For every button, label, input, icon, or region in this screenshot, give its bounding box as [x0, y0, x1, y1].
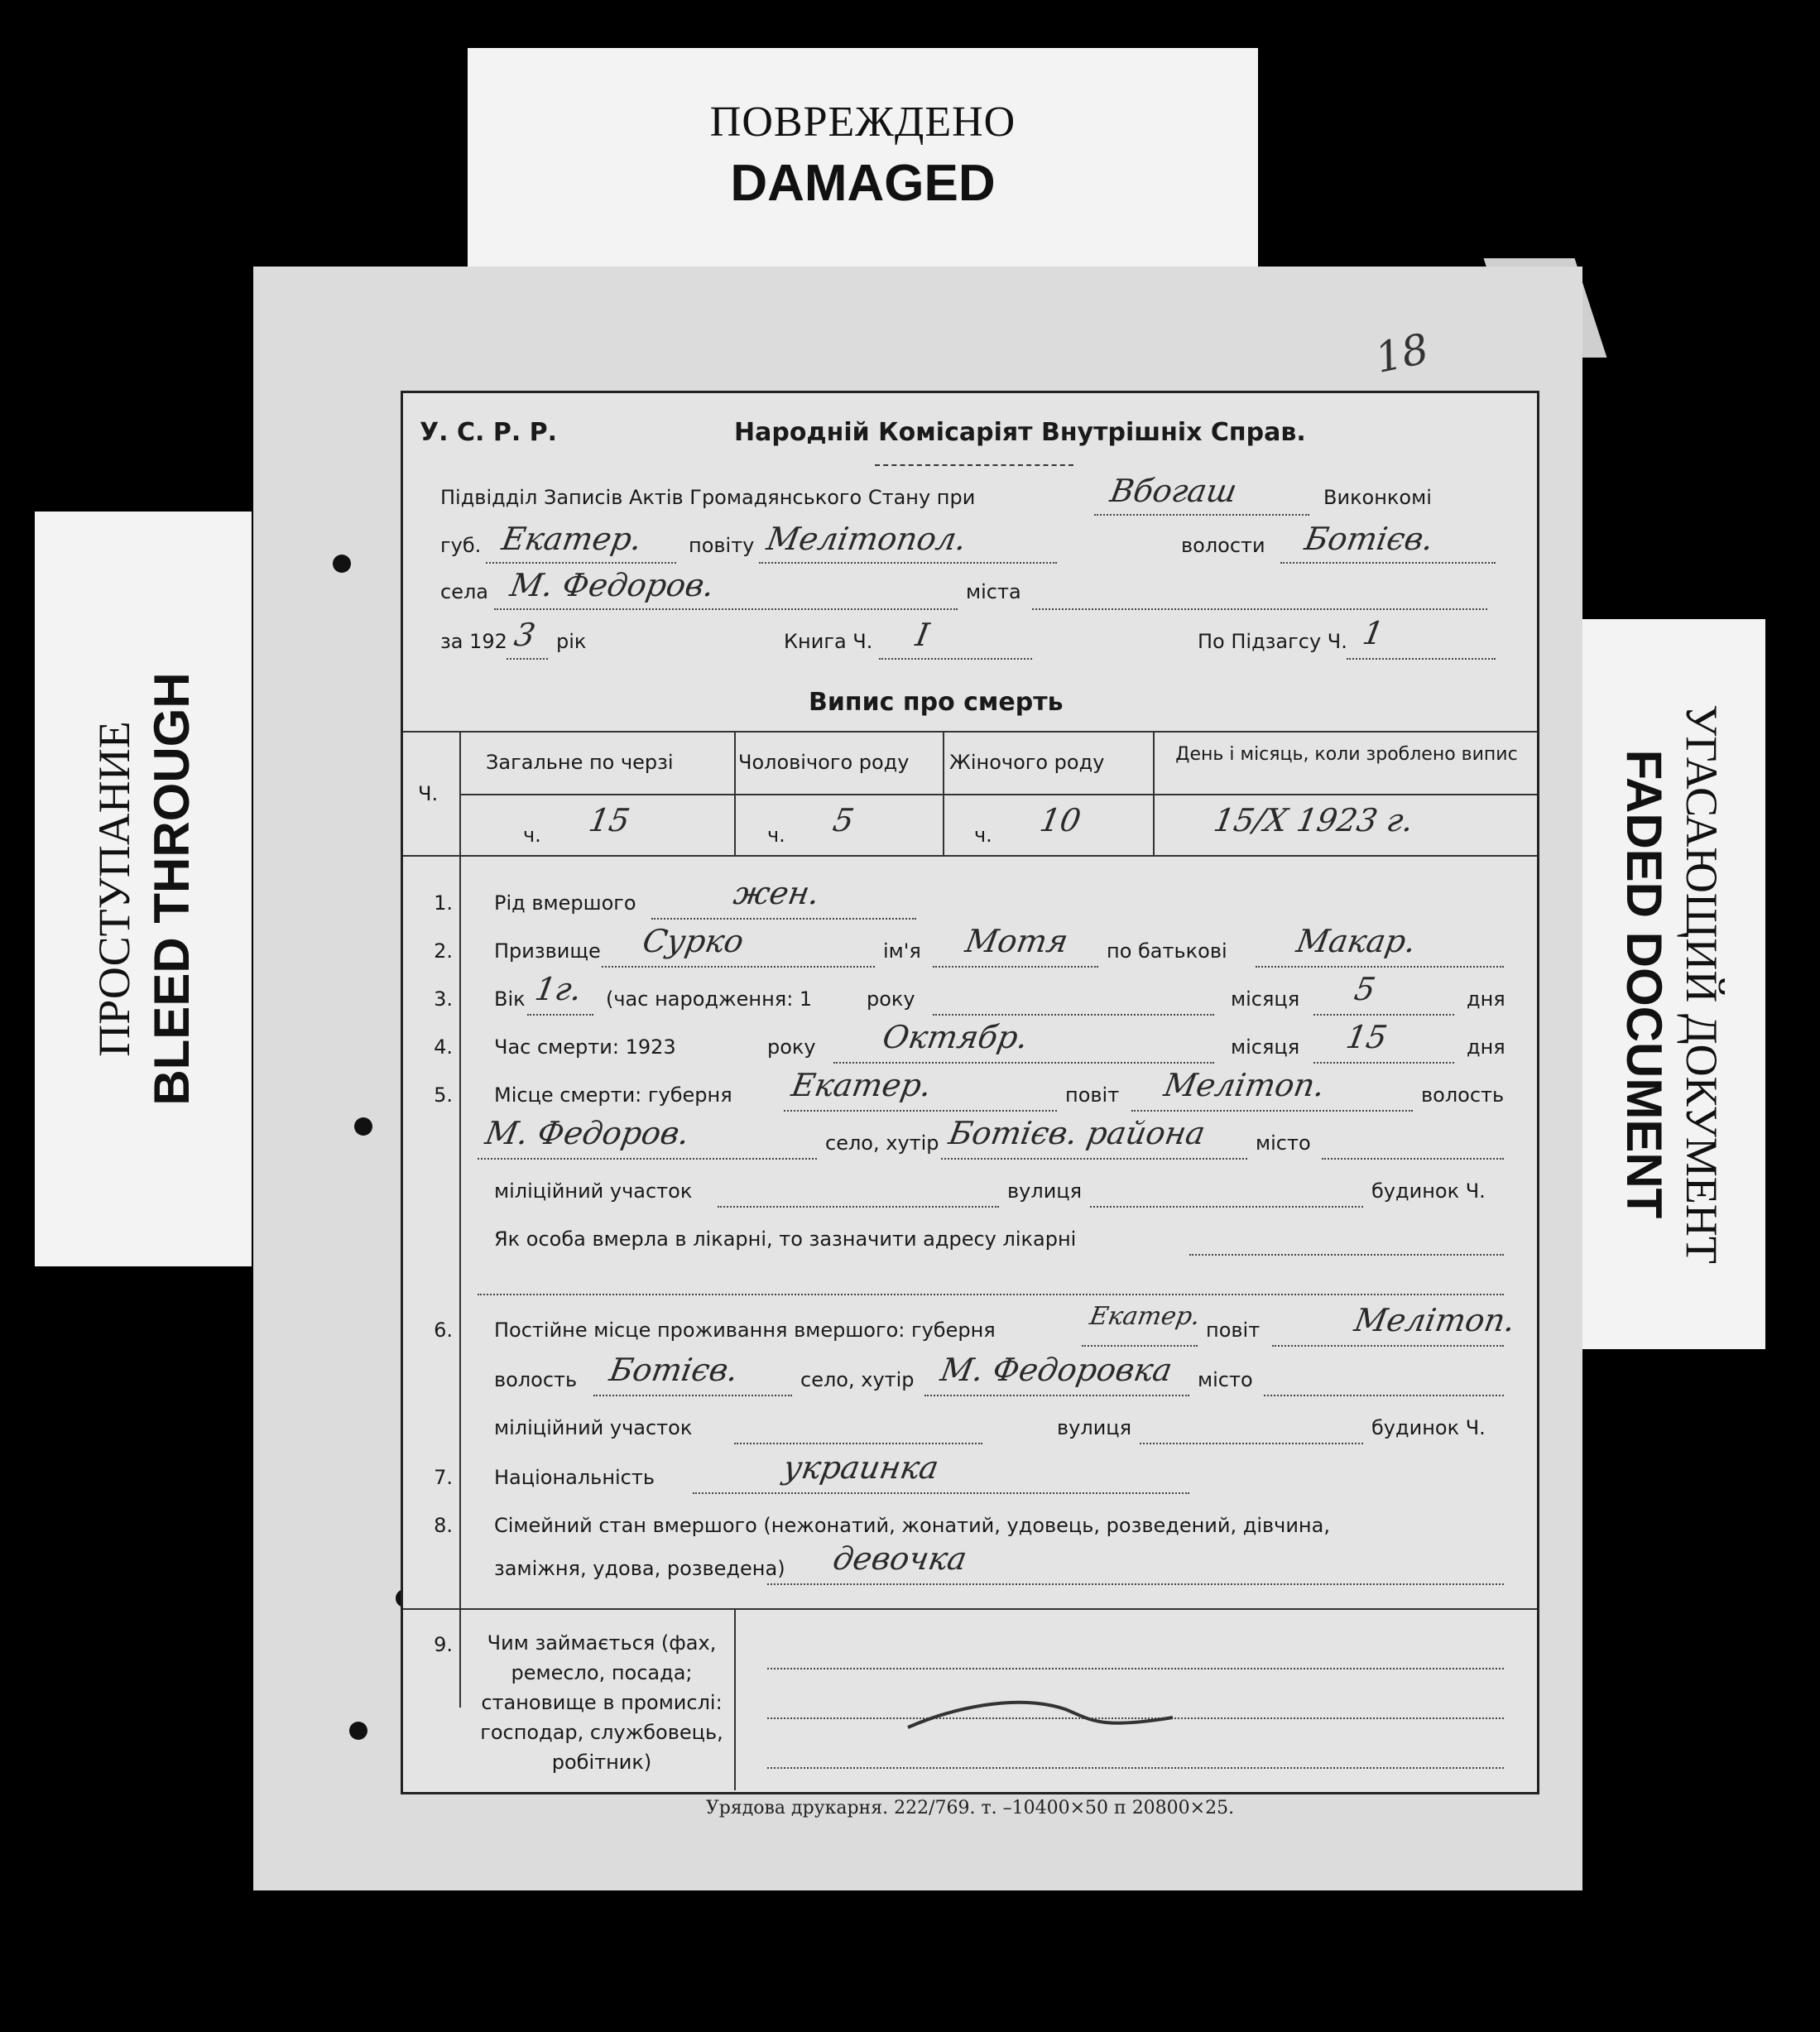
gub-line	[486, 562, 676, 564]
place-selo-value: Ботієв. района	[946, 1115, 1208, 1151]
street-label: вулиця	[1007, 1179, 1083, 1203]
marital-label: Сімейний стан вмершого (нежонатий, жонатий, удовець, розведений, дівчина,	[494, 1514, 1330, 1537]
sela-value: М. Федоров.	[507, 567, 718, 603]
bleed-through-label-en: BLEED THROUGH	[144, 672, 199, 1106]
death-day-line	[1313, 1062, 1454, 1064]
subgroup-value: 1	[1360, 615, 1387, 651]
row-number: 7.	[434, 1466, 453, 1489]
place-gub-line	[784, 1110, 1057, 1112]
death-month-label: місяця	[1231, 1035, 1300, 1059]
table-col-divider	[734, 731, 736, 855]
row-number: 8.	[434, 1514, 453, 1537]
patronymic-value: Макар.	[1294, 923, 1419, 959]
gub-label: губ.	[440, 534, 482, 557]
death-month-value: Октябр.	[880, 1019, 1031, 1055]
count-ch-label: Ч.	[418, 782, 439, 805]
faded-document-label-card	[1579, 619, 1765, 1349]
marital-line	[767, 1583, 1504, 1585]
bleed-through-label-ru: ПРОСТУПАНИЕ	[89, 721, 139, 1057]
year-value: 3	[511, 617, 539, 653]
residence-gub-line	[1082, 1345, 1198, 1347]
age-label: Вік	[494, 987, 526, 1011]
count-male-value: 5	[830, 802, 857, 838]
occupation-top-rule	[403, 1608, 1537, 1610]
police-label: міліційний участок	[494, 1179, 693, 1203]
count-prefix: ч.	[523, 824, 541, 847]
residence-povit-value: Мелітоп.	[1352, 1302, 1519, 1338]
residence-volost-value: Ботієв.	[607, 1352, 742, 1388]
row-number: 1.	[434, 891, 453, 915]
book-line	[879, 658, 1032, 660]
street2-line	[1140, 1443, 1363, 1444]
row-number: 9.	[434, 1633, 453, 1656]
place-label: Місце смерти: губерня	[494, 1083, 732, 1107]
patronymic-label: по батькові	[1107, 939, 1227, 963]
print-footer: Урядова друкарня. 222/769. т. –10400×50 п 20800×25.	[705, 1798, 1235, 1818]
count-header-date: День і місяць, коли зроблено випис	[1175, 744, 1518, 765]
residence-label: Постійне місце проживання вмершого: губерня	[494, 1319, 996, 1342]
count-total-value: 15	[586, 802, 633, 838]
damaged-label-ru: ПОВРЕЖДЕНО	[709, 98, 1016, 146]
place-povit-label: повіт	[1065, 1083, 1120, 1107]
mista-label: міста	[966, 580, 1021, 603]
state-abbreviation: У. С. Р. Р.	[420, 418, 558, 447]
name-line	[933, 966, 1098, 968]
surname-label: Призвище	[494, 939, 601, 963]
residence-misto-line	[1264, 1395, 1504, 1396]
nationality-value: украинка	[780, 1449, 942, 1486]
marital-value: девочка	[830, 1540, 970, 1577]
residence-volost-label: волость	[494, 1368, 578, 1391]
volost-value: Ботієв.	[1302, 521, 1437, 557]
street-line	[1090, 1206, 1363, 1208]
place-misto-label: місто	[1256, 1131, 1311, 1155]
table-col-divider	[459, 731, 461, 855]
residence-misto-label: місто	[1198, 1368, 1253, 1391]
povit-line	[759, 562, 1057, 564]
surname-value: Сурко	[640, 923, 747, 959]
residence-povit-label: повіт	[1206, 1319, 1261, 1342]
count-header-total: Загальне по черзі	[486, 751, 674, 774]
mista-line	[1032, 608, 1487, 610]
occupation-dash-mark	[900, 1684, 1181, 1742]
place-selo-line	[941, 1158, 1247, 1160]
hospital-line	[1189, 1254, 1504, 1256]
povit-label: повіту	[689, 534, 755, 557]
occupation-label: Чим займається (фах, ремесло, посада; становище в промислі: господар, службовець, робітник)	[480, 1631, 723, 1774]
patronymic-line	[1256, 966, 1504, 968]
volost-line	[1280, 562, 1496, 564]
place-gub-value: Екатер.	[789, 1067, 934, 1103]
record-title: Випис про смерть	[809, 688, 1064, 717]
archive-number-stamp: 18	[1371, 324, 1433, 382]
table-top-rule	[403, 731, 1537, 733]
occupation-line-1	[767, 1668, 1504, 1669]
executive-committee-label: Виконкомі	[1323, 486, 1432, 509]
sela-label: села	[440, 580, 489, 603]
table-bottom-rule	[403, 855, 1537, 857]
death-day-value: 15	[1343, 1019, 1390, 1055]
place-povit-line	[1131, 1110, 1413, 1112]
death-day-label: дня	[1467, 1035, 1505, 1059]
subdivision-value: Вбогаш	[1107, 473, 1240, 509]
table-col-divider	[943, 731, 944, 855]
rid-value: жен.	[731, 875, 823, 911]
subgroup-label: По Підзагсу Ч.	[1198, 630, 1347, 653]
year-label: за 192	[440, 630, 507, 653]
row-number: 4.	[434, 1035, 453, 1059]
volost-label: волости	[1181, 534, 1265, 557]
row-number: 3.	[434, 987, 453, 1011]
damaged-label-en: DAMAGED	[730, 155, 996, 212]
rid-line	[651, 918, 916, 920]
damaged-label-card	[468, 48, 1258, 271]
place-povit-value: Мелітоп.	[1161, 1067, 1328, 1103]
marital-label-2: заміжня, удова, розведена)	[494, 1557, 785, 1580]
punch-hole	[333, 555, 351, 573]
place-volost-value: М. Федоров.	[483, 1115, 693, 1151]
bleed-through-label-card	[35, 512, 252, 1266]
police2-label: міліційний участок	[494, 1416, 693, 1439]
number-column-divider	[459, 855, 461, 1708]
rid-label: Рід вмершого	[494, 891, 636, 915]
count-header-male: Чоловічого роду	[738, 751, 910, 774]
police2-line	[734, 1443, 982, 1444]
subgroup-line	[1347, 658, 1496, 660]
nationality-label: Національність	[494, 1466, 655, 1489]
faded-document-label-ru: УГАСАЮЩИЙ ДОКУМЕНТ	[1676, 704, 1726, 1264]
death-label: Час смерти: 1923	[494, 1035, 676, 1059]
death-record-form	[401, 391, 1539, 1794]
place-selo-label: село, хутір	[825, 1131, 939, 1155]
occupation-line-3	[767, 1767, 1504, 1769]
povit-value: Мелітопол.	[764, 521, 970, 557]
sela-line	[494, 608, 958, 610]
punch-hole	[349, 1722, 367, 1740]
nationality-line	[693, 1492, 1189, 1494]
subdivision-label: Підвідділ Записів Актів Громадянського Стану при	[440, 486, 976, 509]
name-label: ім'я	[883, 939, 921, 963]
count-date-value: 15/X 1923 г.	[1211, 802, 1417, 838]
surname-line	[602, 966, 875, 968]
title-divider	[875, 464, 1073, 466]
age-line	[527, 1014, 593, 1016]
house2-label: будинок Ч.	[1371, 1416, 1486, 1439]
birth-year-line	[933, 1014, 1214, 1016]
place-volost-line	[478, 1158, 817, 1160]
occupation-divider	[734, 1608, 736, 1790]
book-label: Книга Ч.	[784, 630, 873, 653]
count-prefix: ч.	[974, 824, 992, 847]
residence-volost-line	[593, 1395, 792, 1396]
name-value: Мотя	[963, 923, 1071, 959]
hospital-label: Як особа вмерла в лікарні, то зазначити адресу лікарні	[494, 1227, 1077, 1251]
year-suffix: рік	[556, 630, 587, 653]
row-number: 2.	[434, 939, 453, 963]
age-value: 1г.	[532, 971, 585, 1007]
police-line	[718, 1206, 999, 1208]
death-year-label: року	[767, 1035, 816, 1059]
place-misto-line	[1322, 1158, 1504, 1160]
book-value: I	[913, 617, 932, 653]
punch-hole	[354, 1117, 372, 1136]
count-female-value: 10	[1037, 802, 1084, 838]
row-number: 6.	[434, 1319, 453, 1342]
birth-day-label: дня	[1467, 987, 1505, 1011]
house-label: будинок Ч.	[1371, 1179, 1486, 1203]
faded-document-label-en: FADED DOCUMENT	[1616, 749, 1672, 1219]
death-month-line	[833, 1062, 1214, 1064]
birth-day-line	[1313, 1014, 1454, 1016]
count-header-female: Жіночого роду	[949, 751, 1105, 774]
birth-label: (час народження: 1	[606, 987, 813, 1011]
table-header-rule	[459, 794, 1537, 795]
street2-label: вулиця	[1057, 1416, 1132, 1439]
residence-selo-label: село, хутір	[800, 1368, 915, 1391]
year-line	[507, 658, 548, 660]
count-prefix: ч.	[767, 824, 785, 847]
birth-month-label: місяця	[1231, 987, 1300, 1011]
table-col-divider	[1153, 731, 1155, 855]
place-volost-label: волость	[1421, 1083, 1505, 1107]
row-number: 5.	[434, 1083, 453, 1107]
ministry-title: Народній Комісаріят Внутрішніх Справ.	[734, 418, 1306, 447]
residence-gub-value: Екатер.	[1087, 1302, 1203, 1331]
birth-day-value: 5	[1352, 971, 1379, 1007]
birth-year-label: року	[867, 987, 915, 1011]
residence-selo-line	[924, 1395, 1189, 1396]
residence-selo-value: М. Федоровка	[938, 1352, 1175, 1388]
subdivision-line	[1094, 514, 1309, 516]
hospital-line-2	[478, 1294, 1504, 1295]
gub-value: Екатер.	[499, 521, 645, 557]
residence-povit-line	[1272, 1345, 1504, 1347]
